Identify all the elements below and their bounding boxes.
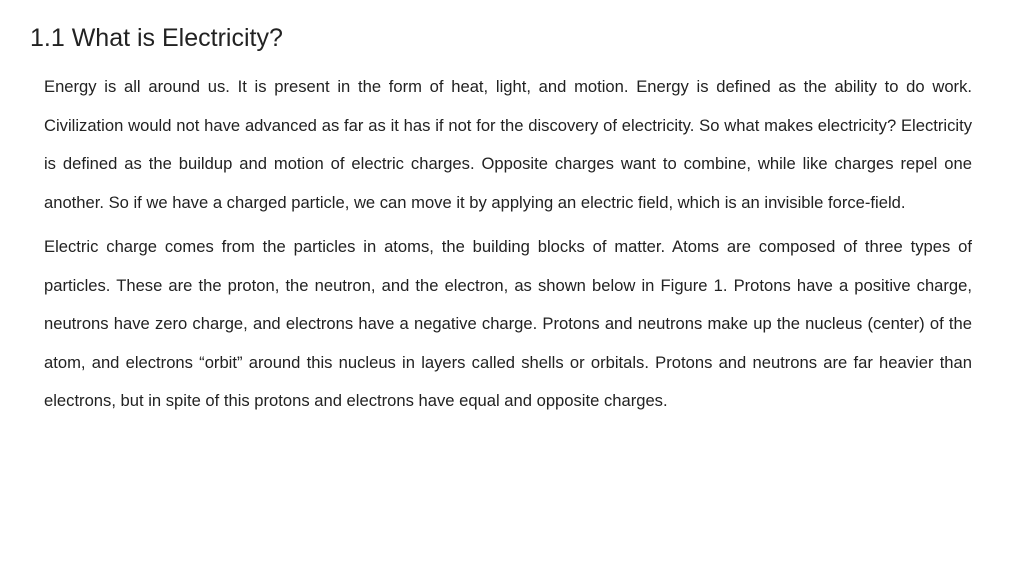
paragraph-energy: Energy is all around us. It is present in the form of heat, light, and motion. Energy is defined as the ability to do work. Civilization would not have advanced as far as it has if not for the discovery of electricity. So what makes electricity? Electricity is defined as the buildup and motion of electric charges. Opposite charges want to combine, while like charges repel one another. So if we have a charged particle, we can move it by applying an electric field, which is an invisible force-field. <box>44 77 972 212</box>
slide-body <box>44 68 972 427</box>
slide-title: 1.1 What is Electricity? <box>30 24 283 52</box>
paragraph-electric-charge: Electric charge comes from the particles in atoms, the building blocks of matter. Atoms are composed of three types of particles. These are the proton, the neutron, and the electron, as shown below in Figure 1. Protons have a positive charge, neutrons have zero charge, and electrons have a negative charge. Protons and neutrons make up the nucleus (center) of the atom, and electrons “orbit” around this nucleus in layers called shells or orbitals. Protons and neutrons are far heavier than electrons, but in spite of this protons and electrons have equal and opposite charges. <box>44 237 972 410</box>
